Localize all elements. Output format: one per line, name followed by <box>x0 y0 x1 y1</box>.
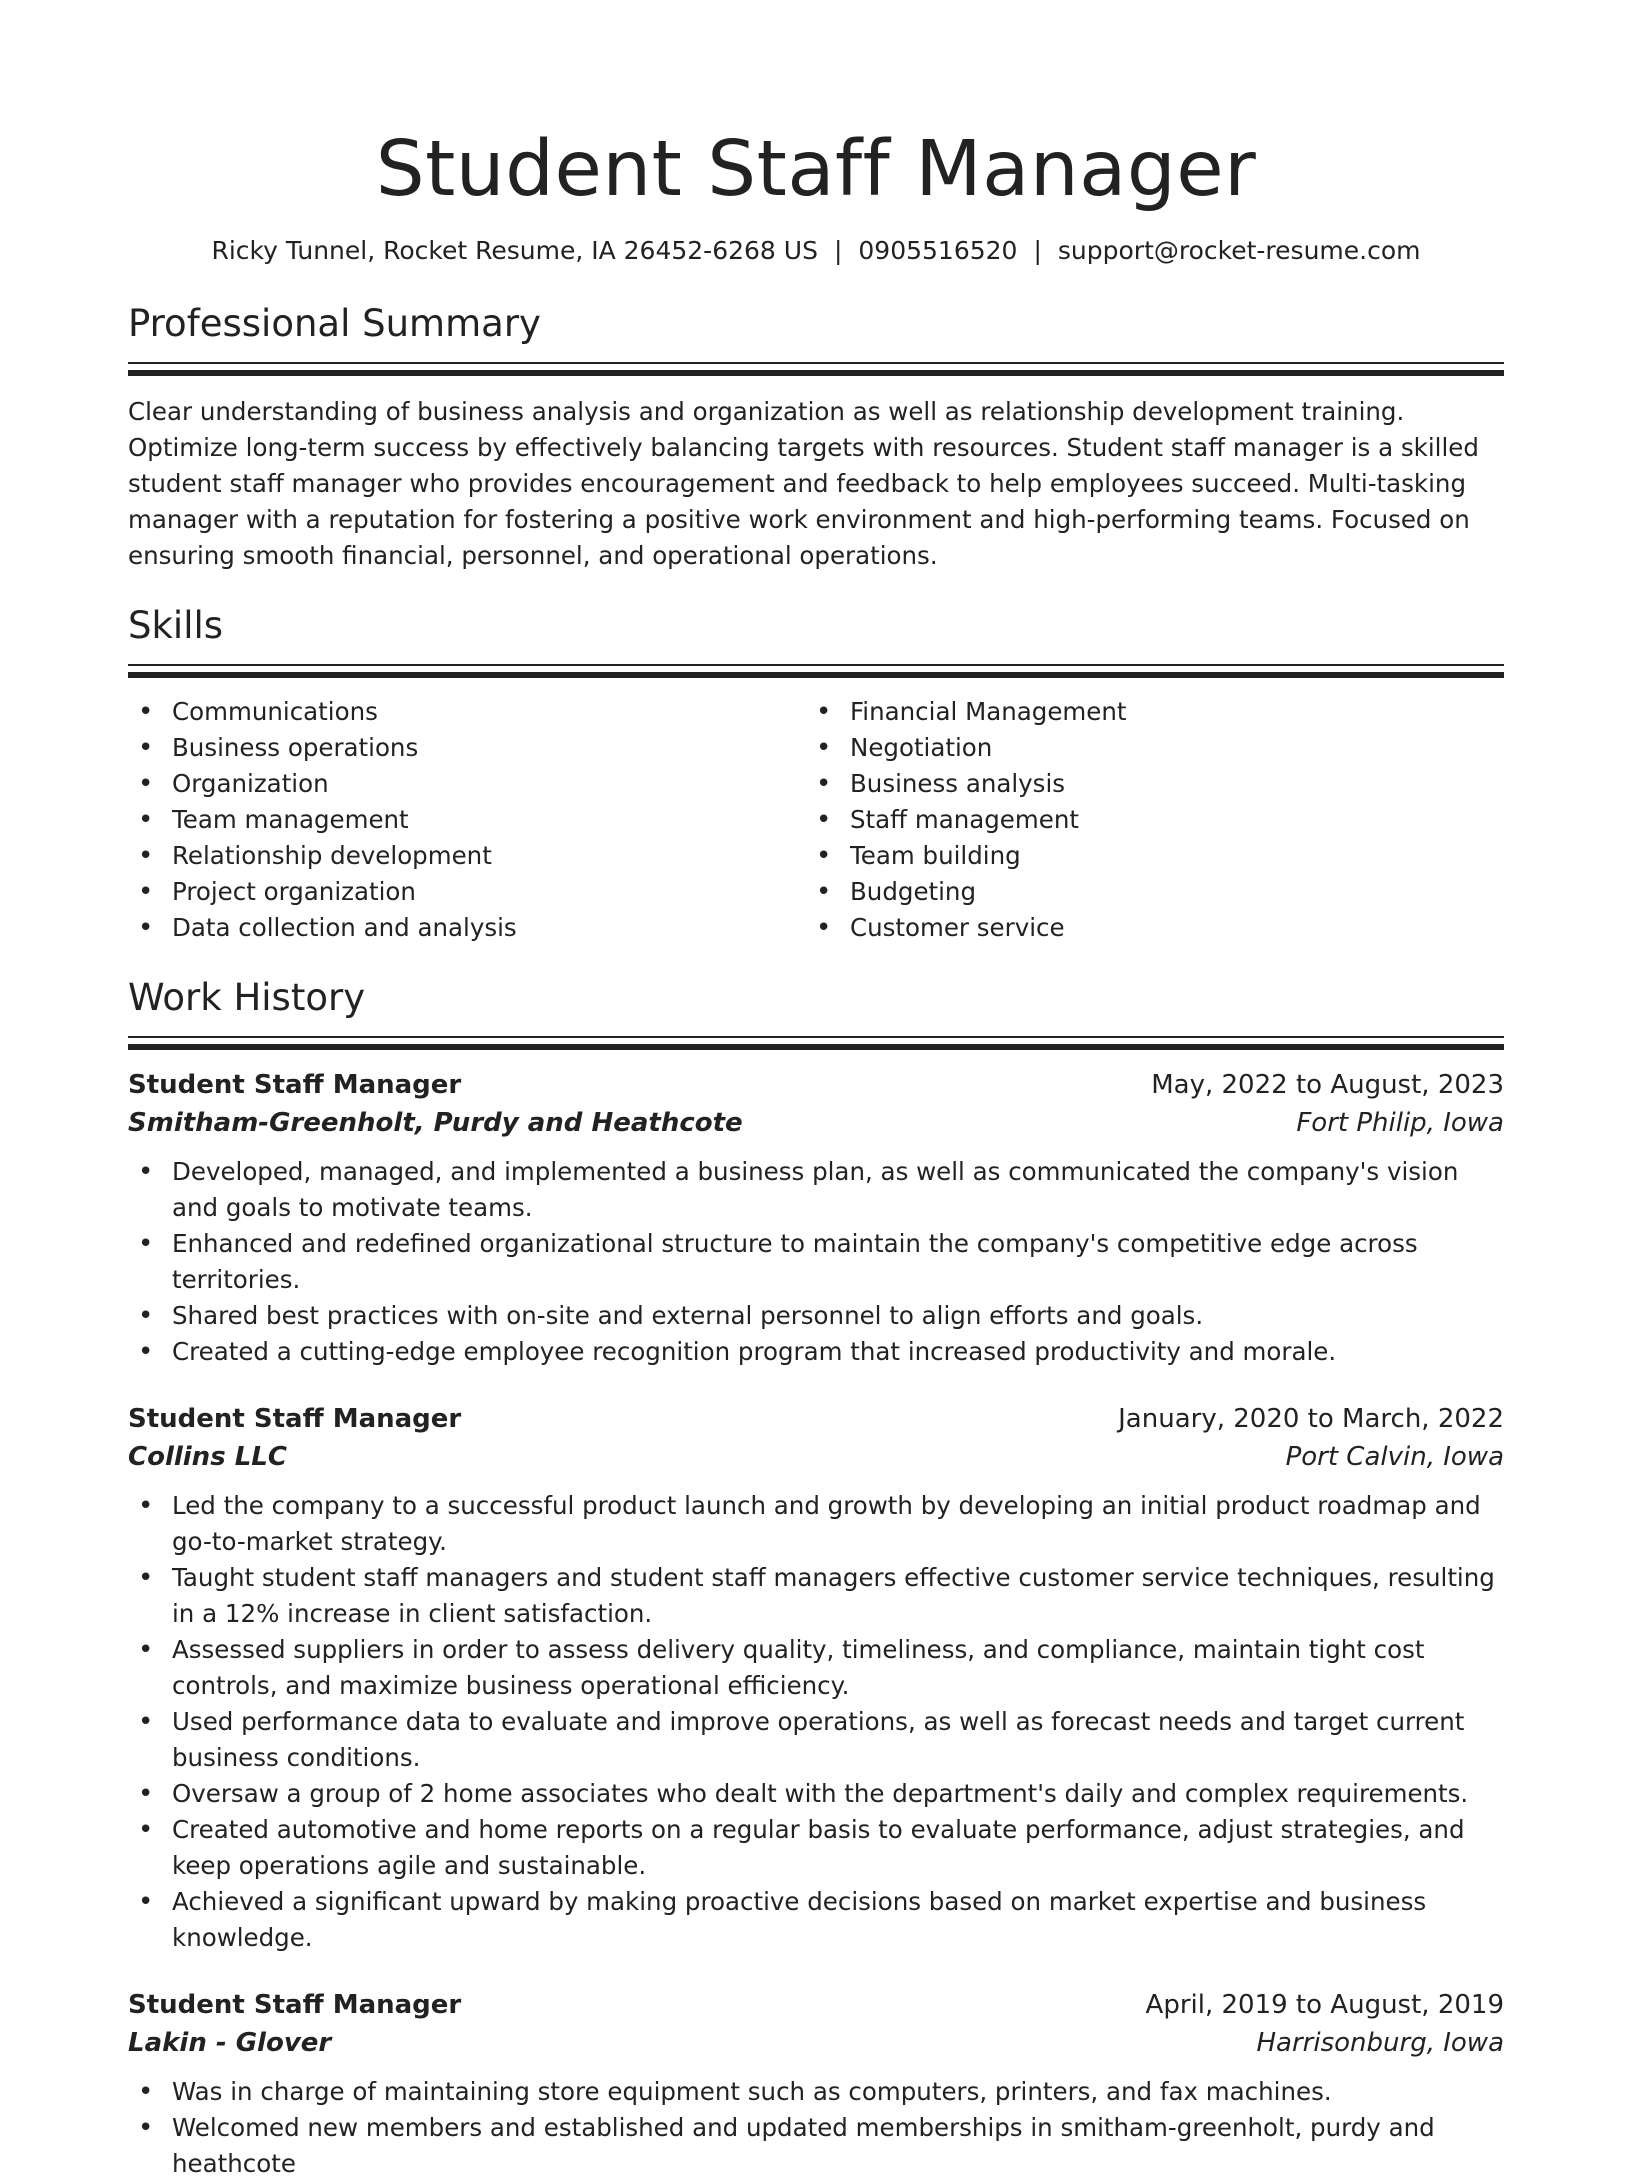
contact-line <box>128 234 1504 268</box>
list-item: • Oversaw a group of 2 home associates who dealt with the department's daily and complex requirements. <box>128 1776 1504 1812</box>
skills-columns <box>128 694 1504 946</box>
job-dates: May, 2022 to August, 2023 <box>1151 1070 1504 1100</box>
section-divider <box>128 362 1504 376</box>
list-item: • Project organization <box>128 874 806 910</box>
list-item: • Relationship development <box>128 838 806 874</box>
summary-text: Clear understanding of business analysis and organization as well as relationship development training. Optimize long-term success by effectively balancing targets with resources. Student staff manager is a skilled student staff manager who provides encouragement and feedback to help employees succeed. Multi-tasking manager with a reputation for fostering a positive work environment and high-performing teams. Focused on ensuring smooth financial, personnel, and operational operations. <box>128 397 1479 570</box>
summary-section <box>128 300 1504 574</box>
job-title: Student Staff Manager <box>128 1990 462 2020</box>
resume-page <box>128 0 1504 2182</box>
job-dates: January, 2020 to March, 2022 <box>1118 1404 1504 1434</box>
list-item: • Used performance data to evaluate and improve operations, as well as forecast needs and target current business conditions. <box>128 1704 1504 1776</box>
list-item: • Shared best practices with on-site and external personnel to align efforts and goals. <box>128 1298 1504 1334</box>
list-item: • Organization <box>128 766 806 802</box>
list-item: • Team management <box>128 802 806 838</box>
list-item: • Customer service <box>806 910 1484 946</box>
list-item: • Created a cutting-edge employee recognition program that increased productivity and morale. <box>128 1334 1504 1370</box>
section-divider <box>128 664 1504 678</box>
skills-section <box>128 602 1504 946</box>
list-item: • Led the company to a successful product launch and growth by developing an initial product roadmap and go-to-market strategy. <box>128 1488 1504 1560</box>
summary-heading: Professional Summary <box>128 302 541 345</box>
job-bullets <box>128 2074 1504 2182</box>
job-location: Fort Philip, Iowa <box>1296 1108 1504 1138</box>
job-entry <box>128 1066 1504 1370</box>
job-employer: Collins LLC <box>128 1442 287 1472</box>
job-bullets <box>128 1154 1504 1370</box>
list-item: • Business analysis <box>806 766 1484 802</box>
job-location: Port Calvin, Iowa <box>1285 1442 1504 1472</box>
job-title: Student Staff Manager <box>128 1070 462 1100</box>
list-item: • Data collection and analysis <box>128 910 806 946</box>
list-item: • Negotiation <box>806 730 1484 766</box>
job-location: Harrisonburg, Iowa <box>1256 2028 1504 2058</box>
work-section <box>128 974 1504 2182</box>
list-item: • Enhanced and redefined organizational structure to maintain the company's competitive edge across territories. <box>128 1226 1504 1298</box>
contact-phone: 0905516520 <box>858 236 1018 265</box>
list-item: • Created automotive and home reports on a regular basis to evaluate performance, adjust strategies, and keep operations agile and sustainable. <box>128 1812 1504 1884</box>
contact-address: Ricky Tunnel, Rocket Resume, IA 26452-6268 US <box>211 236 818 265</box>
job-employer: Lakin - Glover <box>128 2028 332 2058</box>
list-item: • Staff management <box>806 802 1484 838</box>
list-item: • Developed, managed, and implemented a business plan, as well as communicated the company's vision and goals to motivate teams. <box>128 1154 1504 1226</box>
list-item: • Business operations <box>128 730 806 766</box>
job-dates: April, 2019 to August, 2019 <box>1145 1990 1504 2020</box>
job-subheader <box>128 1438 1504 1476</box>
contact-separator: | <box>833 236 843 265</box>
job-title: Student Staff Manager <box>128 1404 462 1434</box>
list-item: • Achieved a significant upward by making proactive decisions based on market expertise and business knowledge. <box>128 1884 1504 1956</box>
job-entry <box>128 1986 1504 2182</box>
work-heading: Work History <box>128 976 366 1019</box>
skills-heading: Skills <box>128 604 224 647</box>
section-divider <box>128 1036 1504 1050</box>
skills-list-right <box>806 694 1484 946</box>
contact-separator: | <box>1033 236 1042 265</box>
jobs-list <box>128 1066 1504 2182</box>
job-employer: Smitham-Greenholt, Purdy and Heathcote <box>128 1108 743 1138</box>
list-item: • Communications <box>128 694 806 730</box>
list-item: • Was in charge of maintaining store equipment such as computers, printers, and fax machines. <box>128 2074 1504 2110</box>
job-bullets <box>128 1488 1504 1956</box>
skills-list-left <box>128 694 806 946</box>
job-header <box>128 1066 1504 1104</box>
job-subheader <box>128 1104 1504 1142</box>
list-item: • Team building <box>806 838 1484 874</box>
resume-title: Student Staff Manager <box>375 125 1257 214</box>
contact-email: support@rocket-resume.com <box>1057 236 1421 265</box>
job-header <box>128 1400 1504 1438</box>
list-item: • Welcomed new members and established and updated memberships in smitham-greenholt, purdy and heathcote <box>128 2110 1504 2182</box>
list-item: • Budgeting <box>806 874 1484 910</box>
list-item: • Taught student staff managers and student staff managers effective customer service techniques, resulting in a 12% increase in client satisfaction. <box>128 1560 1504 1632</box>
list-item: • Financial Management <box>806 694 1484 730</box>
job-subheader <box>128 2024 1504 2062</box>
job-header <box>128 1986 1504 2024</box>
list-item: • Assessed suppliers in order to assess delivery quality, timeliness, and compliance, maintain tight cost controls, and maximize business operational efficiency. <box>128 1632 1504 1704</box>
job-entry <box>128 1400 1504 1956</box>
